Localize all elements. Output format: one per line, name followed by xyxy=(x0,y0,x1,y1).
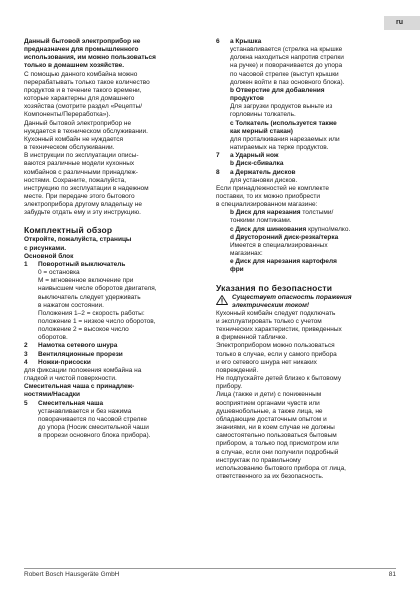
text-line: которые характерны для домашнего xyxy=(24,95,135,103)
text-line: повреждений. xyxy=(216,366,259,374)
text-line: ностями/Насадки xyxy=(24,391,81,399)
text-line: продуктов и в течение такого времени, xyxy=(24,86,142,94)
text-line: в случае, если они получили подробный xyxy=(216,448,339,456)
item-number: 5 xyxy=(24,399,28,407)
text-line: положение 2 = высокое число xyxy=(38,326,129,334)
text-line: инструктаж по правильному xyxy=(216,456,301,464)
page-number: 81 xyxy=(388,571,396,578)
safety-paragraph xyxy=(216,310,396,481)
item-title: Поворотный выключатель xyxy=(38,260,126,268)
list-item xyxy=(216,169,396,185)
list-item xyxy=(24,342,200,350)
text-line: наивысшем числе оборотов двигателя, xyxy=(38,285,157,293)
text-line: на ручке) и поворачивается до упора xyxy=(230,62,343,70)
accessory-label: c Диск для шинкования xyxy=(230,225,307,233)
item-title: Смесительная чаша xyxy=(38,399,104,407)
item-number: 4 xyxy=(24,358,28,366)
warning-text: Существует опасность поражения xyxy=(232,293,352,301)
text-line: фри xyxy=(230,266,244,274)
text-line: должна находиться напротив стрелки xyxy=(230,54,344,62)
text-line: для фиксации положения комбайна на xyxy=(24,366,142,374)
text-line: только в домашнем хозяйстве. xyxy=(24,62,125,70)
text-line: для проталкивания нарезаемых или xyxy=(230,135,340,143)
text-line: оборотов. xyxy=(38,334,68,342)
text-line: в специализированном магазине: xyxy=(216,201,318,209)
text-line: прибору. xyxy=(216,383,243,391)
text-line: b Диск-сбивалка xyxy=(230,160,284,168)
text-line: прибором, а только под присмотром или xyxy=(216,440,339,448)
text-line: Основной блок xyxy=(24,252,74,260)
text-line: Лица (также и дети) с пониженным xyxy=(216,391,322,399)
text-line: b Отверстие для добавления xyxy=(230,86,325,94)
text-line: e Диск для нарезания картофеля xyxy=(230,258,337,266)
item-number: 8 xyxy=(216,168,220,176)
language-tab: ru xyxy=(384,16,420,30)
text-line: как мерный стакан) xyxy=(230,127,293,135)
safety-heading: Указания по безопасности xyxy=(216,282,333,293)
text-line: для установки дисков. xyxy=(230,176,298,184)
item-title: a Крышка xyxy=(230,38,262,45)
text-line: Компоненты/Переработка»). xyxy=(24,111,111,119)
item-title: a Ударный нож xyxy=(230,152,279,160)
text-line: Электроприбором можно пользоваться xyxy=(216,342,335,350)
text-line: комбайнов с различными принадлеж- xyxy=(24,168,138,176)
text-line: технических характеристик, приведенных xyxy=(216,326,342,334)
text-line: Кухонный комбайн следует подключать xyxy=(216,309,336,317)
text-line: перерабатывать только такое количество xyxy=(24,78,150,86)
item-title: a Держатель дисков xyxy=(230,168,296,176)
list-item xyxy=(24,400,200,441)
text-line: Не подпускайте детей близко к бытовому xyxy=(216,375,342,383)
text-line: с рисунками. xyxy=(24,244,67,252)
warning-triangle-icon xyxy=(216,295,228,305)
text-line: d Двусторонний диск-резка/терка xyxy=(230,233,339,241)
list-item xyxy=(24,261,200,343)
text-line: тонкими ломтиками. xyxy=(230,217,292,225)
overview-heading: Комплектный обзор xyxy=(24,225,113,236)
text-line: ответственного за их безопасность. xyxy=(216,472,324,480)
overview-intro xyxy=(24,236,200,260)
text-line: горловины толкатель. xyxy=(230,111,296,119)
text-line: поставки, то их можно приобрести xyxy=(216,192,321,200)
item-number: 7 xyxy=(216,152,220,160)
text-line: знаниями, ни в коем случае не должны xyxy=(216,424,335,432)
text-line: выключатель следует удерживать xyxy=(38,293,141,301)
list-item xyxy=(24,359,200,383)
text-line: душевнобольные, а также лица, не xyxy=(216,407,323,415)
text-line: Если принадлежностей не комплекте xyxy=(216,184,329,192)
text-line: хозяйства (смотрите раздел «Рецепты/ xyxy=(24,103,143,111)
text-line: электроприбора другому владельцу не xyxy=(24,201,142,209)
text-line: в прорези основного блока прибора). xyxy=(38,432,151,440)
text-line: Имеется в специализированных xyxy=(230,241,328,249)
text-line: 0 = остановка xyxy=(38,269,80,277)
text-line: в нажатом состоянии. xyxy=(38,301,104,309)
text-line: предназначен для промышленного xyxy=(24,46,139,54)
text-line: гладкой и чистой поверхности. xyxy=(24,375,117,383)
text-line: продуктов xyxy=(230,95,264,103)
right-column xyxy=(216,38,396,481)
text-line: ваются различные модели кухонных xyxy=(24,160,135,168)
text-line: в фирменной табличке. xyxy=(216,334,288,342)
warning-text: электрическим током! xyxy=(232,301,310,309)
text-line: В инструкции по эксплуатации описы- xyxy=(24,152,139,160)
text-line: использования, им можно пользоваться xyxy=(24,54,156,62)
text-line: Данный бытовой электроприбор не xyxy=(24,119,132,127)
item-title: Намотка сетевого шнура xyxy=(38,342,118,350)
text-line: восприятием органами чувств или xyxy=(216,399,320,407)
text-line: поворачивается по часовой стрелке xyxy=(38,415,147,423)
left-column xyxy=(24,38,200,440)
footer-divider xyxy=(24,568,396,569)
list-item xyxy=(216,38,396,152)
item-number: 3 xyxy=(24,350,28,358)
accessory-label: b Диск для нарезания xyxy=(230,209,301,217)
accessory-desc: толстыми/ xyxy=(300,209,334,217)
text-line: Кухонный комбайн не нуждается xyxy=(24,135,124,143)
text-line: устанавливается и без нажима xyxy=(38,407,132,415)
text-line: забудьте отдать ему и эту инструкцию. xyxy=(24,209,141,217)
text-line: и его сетевого шнура нет никаких xyxy=(216,358,317,366)
item-number: 2 xyxy=(24,342,28,350)
text-line: обладающие достаточным опытом и xyxy=(216,415,327,423)
text-line: до упора (Носик смесительной чаши xyxy=(38,424,149,432)
accessories-paragraph xyxy=(216,185,396,275)
text-line: положение 1 = низкое число оборотов, xyxy=(38,318,156,325)
item-title: Ножки-присоски xyxy=(38,358,91,366)
text-line: магазинах: xyxy=(230,250,263,258)
text-line: ностями. Сохраните, пожалуйста, xyxy=(24,176,127,184)
text-line: Для загрузки продуктов выньте из xyxy=(230,103,333,111)
text-line: устанавливается (стрелка на крышке xyxy=(230,46,343,54)
list-item xyxy=(216,152,396,168)
bowl-heading xyxy=(24,383,200,399)
text-line: c Толкатель (используется также xyxy=(230,119,337,127)
accessory-desc: крупно/мелко. xyxy=(306,225,351,233)
text-line: самостоятельно пользоваться бытовым xyxy=(216,432,337,440)
text-line: месте. При передаче этого бытового xyxy=(24,192,135,200)
text-line: должен войти в паз основного блока). xyxy=(230,78,345,86)
list-item xyxy=(24,351,200,359)
warning-block xyxy=(216,294,396,310)
text-line: Данный бытовой электроприбор не xyxy=(24,38,141,45)
text-line: и эксплуатировать только с учетом xyxy=(216,318,322,325)
text-line: использованию бытового прибора от лица, xyxy=(216,464,346,472)
text-line: Положения 1–2 = скорость работы: xyxy=(38,309,145,317)
text-line: С помощью данного комбайна можно xyxy=(24,70,138,78)
text-line: натираемых на терке продуктов. xyxy=(230,144,329,152)
text-line: инструкцию по эксплуатации в надежном xyxy=(24,184,149,192)
item-number: 6 xyxy=(216,38,220,45)
text-line: только в случае, если у самого прибора xyxy=(216,350,337,358)
text-line: Откройте, пожалуйста, страницы xyxy=(24,236,132,244)
intro-paragraph xyxy=(24,71,200,218)
item-title: Вентиляционные прорези xyxy=(38,350,123,358)
text-line: Смесительная чаша с принадлеж- xyxy=(24,383,135,391)
footer-company: Robert Bosch Hausgeräte GmbH xyxy=(24,571,120,578)
text-line: нуждается в техническом обслуживании. xyxy=(24,127,148,135)
item-number: 1 xyxy=(24,260,28,268)
text-line: в техническом обслуживании. xyxy=(24,144,115,152)
text-line: M = мгновенное включение при xyxy=(38,277,134,285)
intro-bold xyxy=(24,38,200,71)
text-line: по часовой стрелке (выступ крышки xyxy=(230,70,339,78)
